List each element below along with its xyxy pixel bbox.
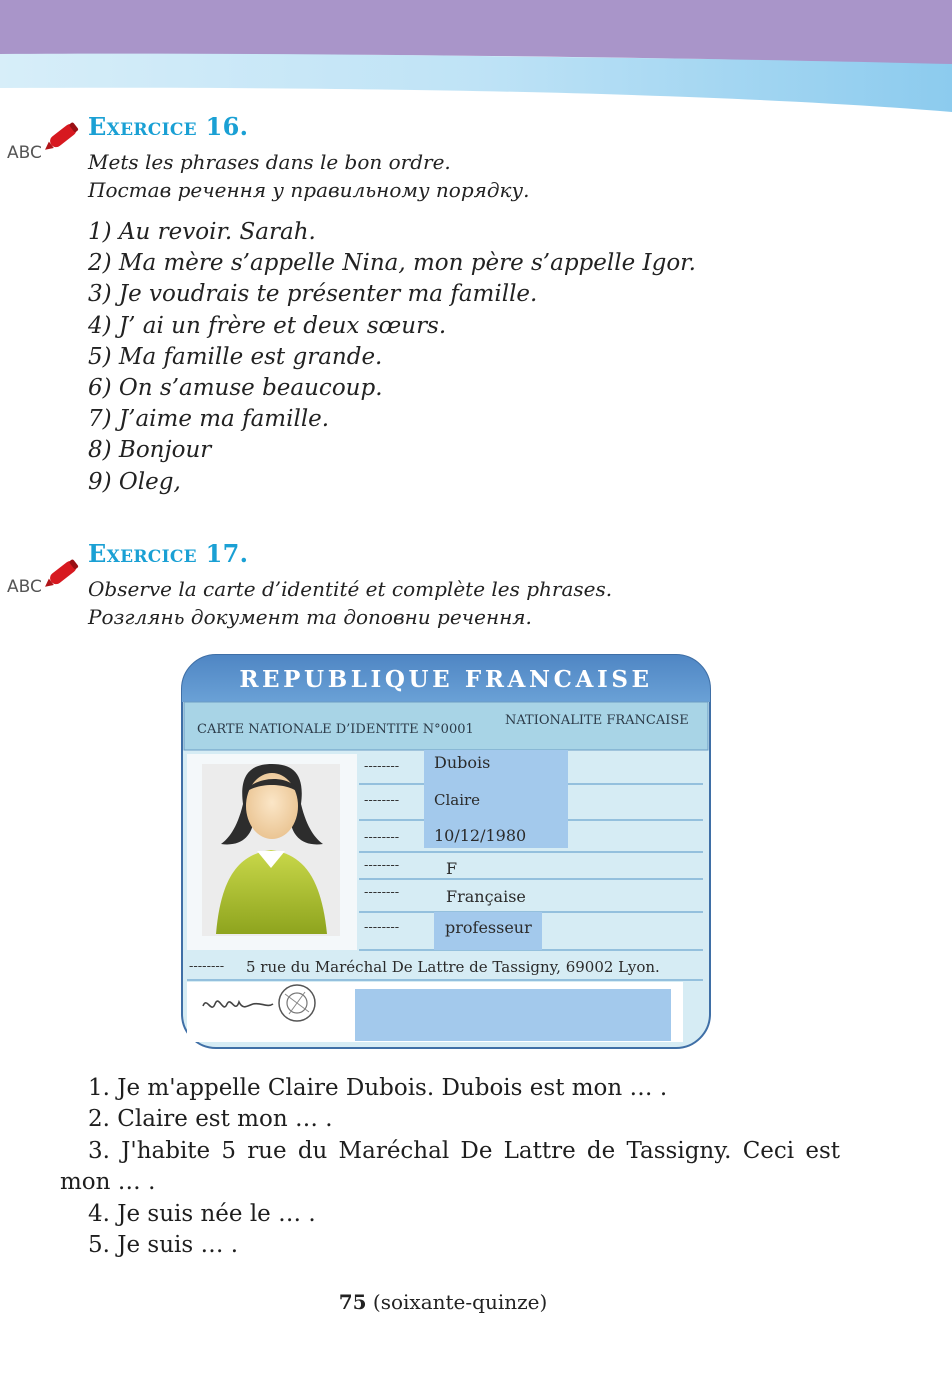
exercise-16-item: 7) J’aime ma famille. bbox=[88, 406, 330, 433]
page-number-words: (soixante-quinze) bbox=[372, 1290, 548, 1314]
exercise-16-title-number: 16. bbox=[205, 112, 249, 141]
exercise-17-title-number: 17. bbox=[205, 539, 249, 568]
exercise-16-title-word: Exercice bbox=[88, 112, 197, 141]
exercise-16-instruction-fr: Mets les phrases dans le bon ordre. bbox=[88, 150, 451, 174]
card-number-label: CARTE NATIONALE D’IDENTITE N°0001 bbox=[197, 722, 474, 737]
abc-icon-text: ABC bbox=[7, 143, 42, 161]
top-banner bbox=[0, 0, 952, 120]
field-sex: F bbox=[446, 859, 458, 878]
exercise-16-item: 5) Ma famille est grande. bbox=[88, 343, 383, 370]
field-dash: -------- bbox=[364, 830, 400, 845]
field-given-name: Claire bbox=[434, 791, 481, 809]
exercise-17-title bbox=[88, 539, 248, 568]
exercise-16-item: 2) Ma mère s’appelle Nina, mon père s’appelle Igor. bbox=[88, 250, 696, 277]
page-footer bbox=[0, 1290, 886, 1314]
exercise-17-instruction-ua: Розглянь документ та доповни речення. bbox=[88, 605, 532, 629]
exercise-17-sentence: 4. Je suis née le … . bbox=[88, 1200, 316, 1227]
field-dash: -------- bbox=[364, 920, 400, 935]
exercise-16-item: 6) On s’amuse beaucoup. bbox=[88, 375, 383, 402]
exercise-17-sentence: 3. J'habite 5 rue du Maréchal De Lattre de Tassigny. Ceci est mon … . bbox=[60, 1137, 840, 1196]
exercise-17-instruction-fr: Observe la carte d’identité et complète les phrases. bbox=[88, 577, 613, 601]
field-address: 5 rue du Maréchal De Lattre de Tassigny, 69002 Lyon. bbox=[246, 958, 660, 976]
card-header-title: REPUBLIQUE FRANCAISE bbox=[239, 666, 653, 693]
exercise-16-item: 9) Oleg, bbox=[88, 468, 181, 495]
exercise-16-instruction-ua: Постав речення у правильному порядку. bbox=[88, 178, 530, 202]
field-dash: -------- bbox=[364, 759, 400, 774]
exercise-16-item: 1) Au revoir. Sarah. bbox=[88, 219, 316, 245]
exercise-17-sentence: 2. Claire est mon … . bbox=[88, 1106, 333, 1133]
field-profession: professeur bbox=[445, 918, 532, 937]
exercise-16-item: 4) J’ ai un frère et deux sœurs. bbox=[88, 312, 447, 339]
page-number: 75 bbox=[338, 1290, 367, 1314]
abc-pen-icon bbox=[5, 552, 85, 598]
identity-card bbox=[181, 654, 711, 1049]
field-dash: -------- bbox=[364, 858, 400, 873]
exercise-17-sentence: 1. Je m'appelle Claire Dubois. Dubois est mon … . bbox=[88, 1075, 668, 1101]
exercise-16-item: 8) Bonjour bbox=[88, 437, 212, 464]
field-dash: -------- bbox=[364, 885, 400, 900]
field-dash: -------- bbox=[189, 959, 225, 974]
field-nationality: Française bbox=[446, 887, 526, 906]
exercise-17-sentences bbox=[60, 1073, 840, 1261]
field-dash: -------- bbox=[364, 793, 400, 808]
field-birth-date: 10/12/1980 bbox=[434, 826, 527, 845]
exercise-16-items bbox=[88, 217, 696, 498]
abc-icon-text: ABC bbox=[7, 577, 42, 597]
field-surname: Dubois bbox=[434, 753, 491, 772]
card-nationality-label: NATIONALITE FRANCAISE bbox=[505, 713, 689, 728]
exercise-17-title-word: Exercice bbox=[88, 539, 197, 568]
exercise-16-title bbox=[88, 112, 248, 141]
exercise-16-item: 3) Je voudrais te présenter ma famille. bbox=[88, 281, 538, 308]
abc-pen-icon bbox=[5, 115, 85, 161]
exercise-17-sentence: 5. Je suis … . bbox=[88, 1232, 239, 1259]
